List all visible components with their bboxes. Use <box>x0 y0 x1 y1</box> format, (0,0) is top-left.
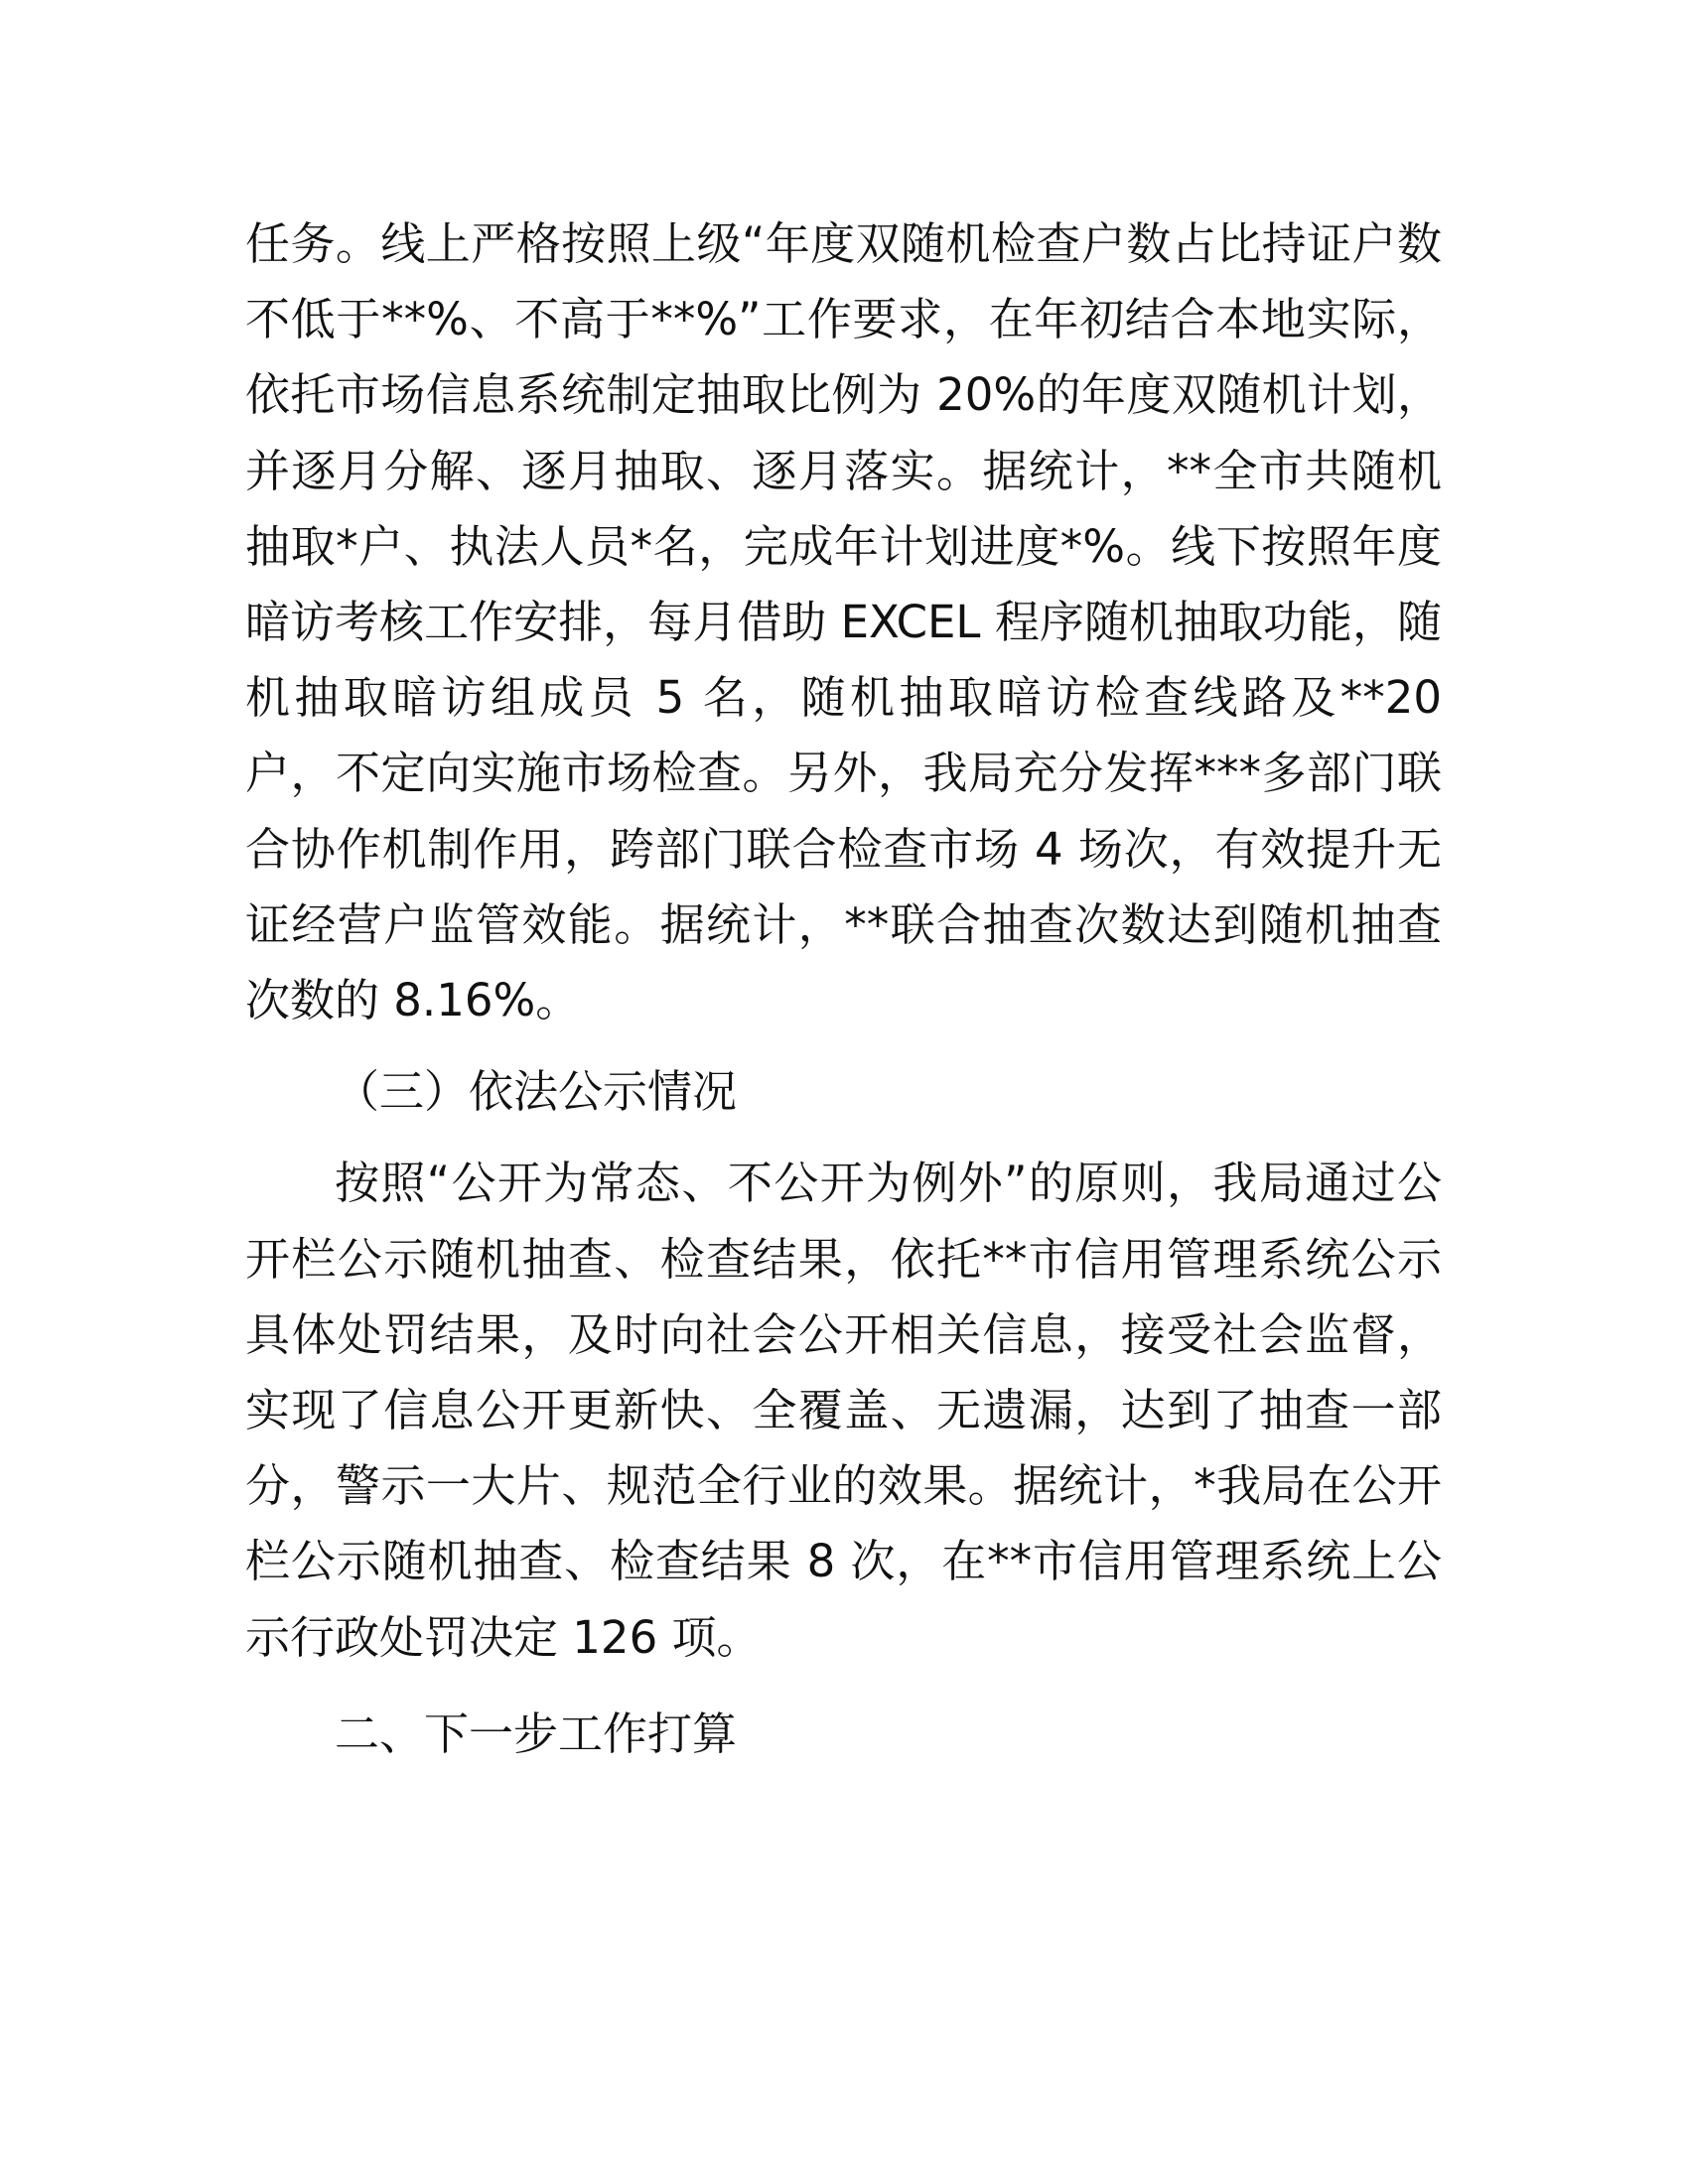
document-body <box>245 206 1442 1772</box>
section-heading-next-steps: 二、下一步工作打算 <box>335 1706 738 1760</box>
paragraph-public-disclosure: 按照“公开为常态、不公开为例外”的原则，我局通过公开栏公示随机抽查、检查结果，依托**市信用管理系统公示具体处罚结果，及时向社会公开相关信息，接受社会监督，实现了信息公开更新快、全覆盖、无遗漏，达到了抽查一部分，警示一大片、规范全行业的效果。据统计，*我局在公开栏公示随机抽查、检查结果 8 次，在**市信用管理系统上公示行政处罚决定 126 项。 <box>245 1157 1442 1664</box>
paragraph-continuation: 任务。线上严格按照上级“年度双随机检查户数占比持证户数不低于**%、不高于**%”工作要求，在年初结合本地实际，依托市场信息系统制定抽取比例为 20%的年度双随机计划，并逐月分解、逐月抽取、逐月落实。据统计，**全市共随机抽取*户、执法人员*名，完成年计划进度*%。线下按照年度暗访考核工作安排，每月借助 EXCEL 程序随机抽取功能，随机抽取暗访组成员 5 名，随机抽取暗访检查线路及**20 户，不定向实施市场检查。另外，我局充分发挥***多部门联合协作机制作用，跨部门联合检查市场 4 场次，有效提升无证经营户监管效能。据统计，**联合抽查次数达到随机抽查次数的 8.16%。 <box>245 217 1442 1027</box>
section-heading-public-disclosure: （三）依法公示情况 <box>335 1065 738 1119</box>
